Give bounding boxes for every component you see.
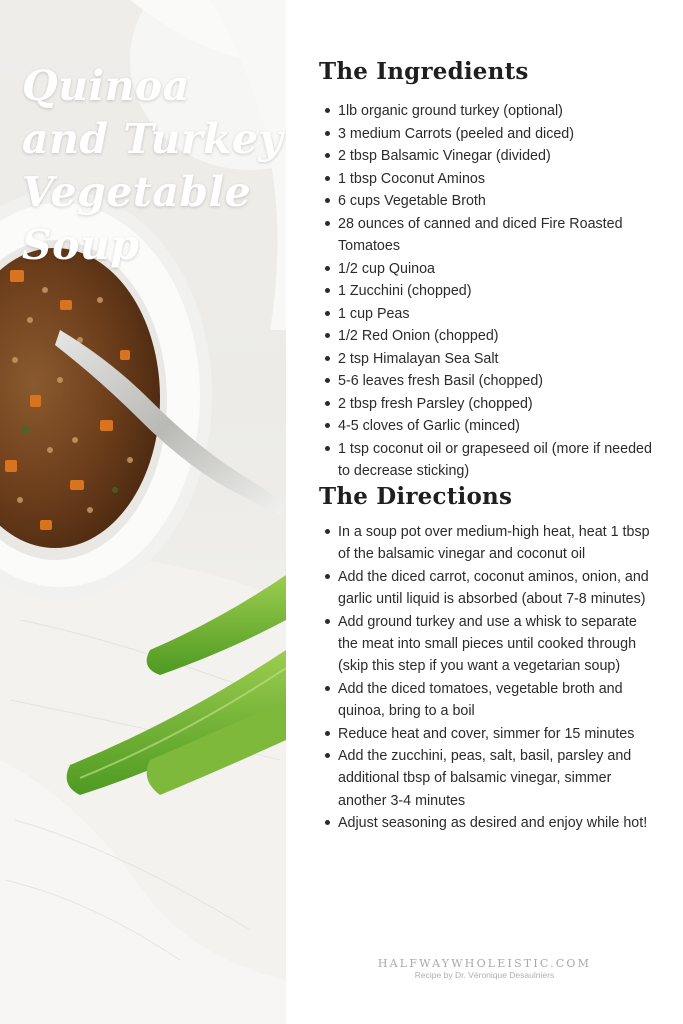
ingredient-item: 1 tbsp Coconut Aminos — [338, 168, 656, 191]
site-name: HALFWAYWHOLEISTIC.COM — [377, 957, 592, 970]
ingredient-item: 2 tbsp Balsamic Vinegar (divided) — [338, 145, 656, 168]
ingredient-item: 2 tbsp fresh Parsley (chopped) — [338, 393, 656, 416]
direction-step: In a soup pot over medium-high heat, heat 1 tbsp of the balsamic vinegar and coconut oil — [338, 521, 656, 566]
ingredient-item: 6 cups Vegetable Broth — [338, 190, 656, 213]
direction-step: Add ground turkey and use a whisk to separate the meat into small pieces until cooked through (skip this step if you want a vegetarian soup) — [338, 611, 656, 678]
ingredients-heading: The Ingredients — [319, 58, 529, 85]
food-photo — [0, 0, 286, 1024]
recipe-content — [286, 0, 683, 1024]
ingredient-item: 2 tsp Himalayan Sea Salt — [338, 348, 656, 371]
ingredient-item: 1 tsp coconut oil or grapeseed oil (more if needed to decrease sticking) — [338, 438, 656, 483]
ingredients-list — [338, 100, 656, 483]
directions-list — [338, 521, 656, 835]
ingredient-item: 5-6 leaves fresh Basil (chopped) — [338, 370, 656, 393]
recipe-title: Quinoa and Turkey Vegetable Soup — [22, 62, 283, 269]
direction-step: Add the diced carrot, coconut aminos, onion, and garlic until liquid is absorbed (about 7-8 minutes) — [338, 566, 656, 611]
direction-step: Add the diced tomatoes, vegetable broth and quinoa, bring to a boil — [338, 678, 656, 723]
ingredient-item: 4-5 cloves of Garlic (minced) — [338, 415, 656, 438]
direction-step: Reduce heat and cover, simmer for 15 minutes — [338, 723, 656, 745]
direction-step: Adjust seasoning as desired and enjoy while hot! — [338, 812, 656, 834]
ingredient-item: 1/2 cup Quinoa — [338, 258, 656, 281]
direction-step: Add the zucchini, peas, salt, basil, parsley and additional tbsp of balsamic vinegar, simmer another 3-4 minutes — [338, 745, 656, 812]
ingredient-item: 1lb organic ground turkey (optional) — [338, 100, 656, 123]
recipe-credit: Recipe by Dr. Véronique Desaulniers — [414, 970, 555, 980]
ingredient-item: 1 cup Peas — [338, 303, 656, 326]
ingredient-item: 1/2 Red Onion (chopped) — [338, 325, 656, 348]
ingredient-item: 1 Zucchini (chopped) — [338, 280, 656, 303]
ingredient-item: 3 medium Carrots (peeled and diced) — [338, 123, 656, 146]
ingredient-item: 28 ounces of canned and diced Fire Roasted Tomatoes — [338, 213, 656, 258]
directions-heading: The Directions — [319, 483, 513, 510]
